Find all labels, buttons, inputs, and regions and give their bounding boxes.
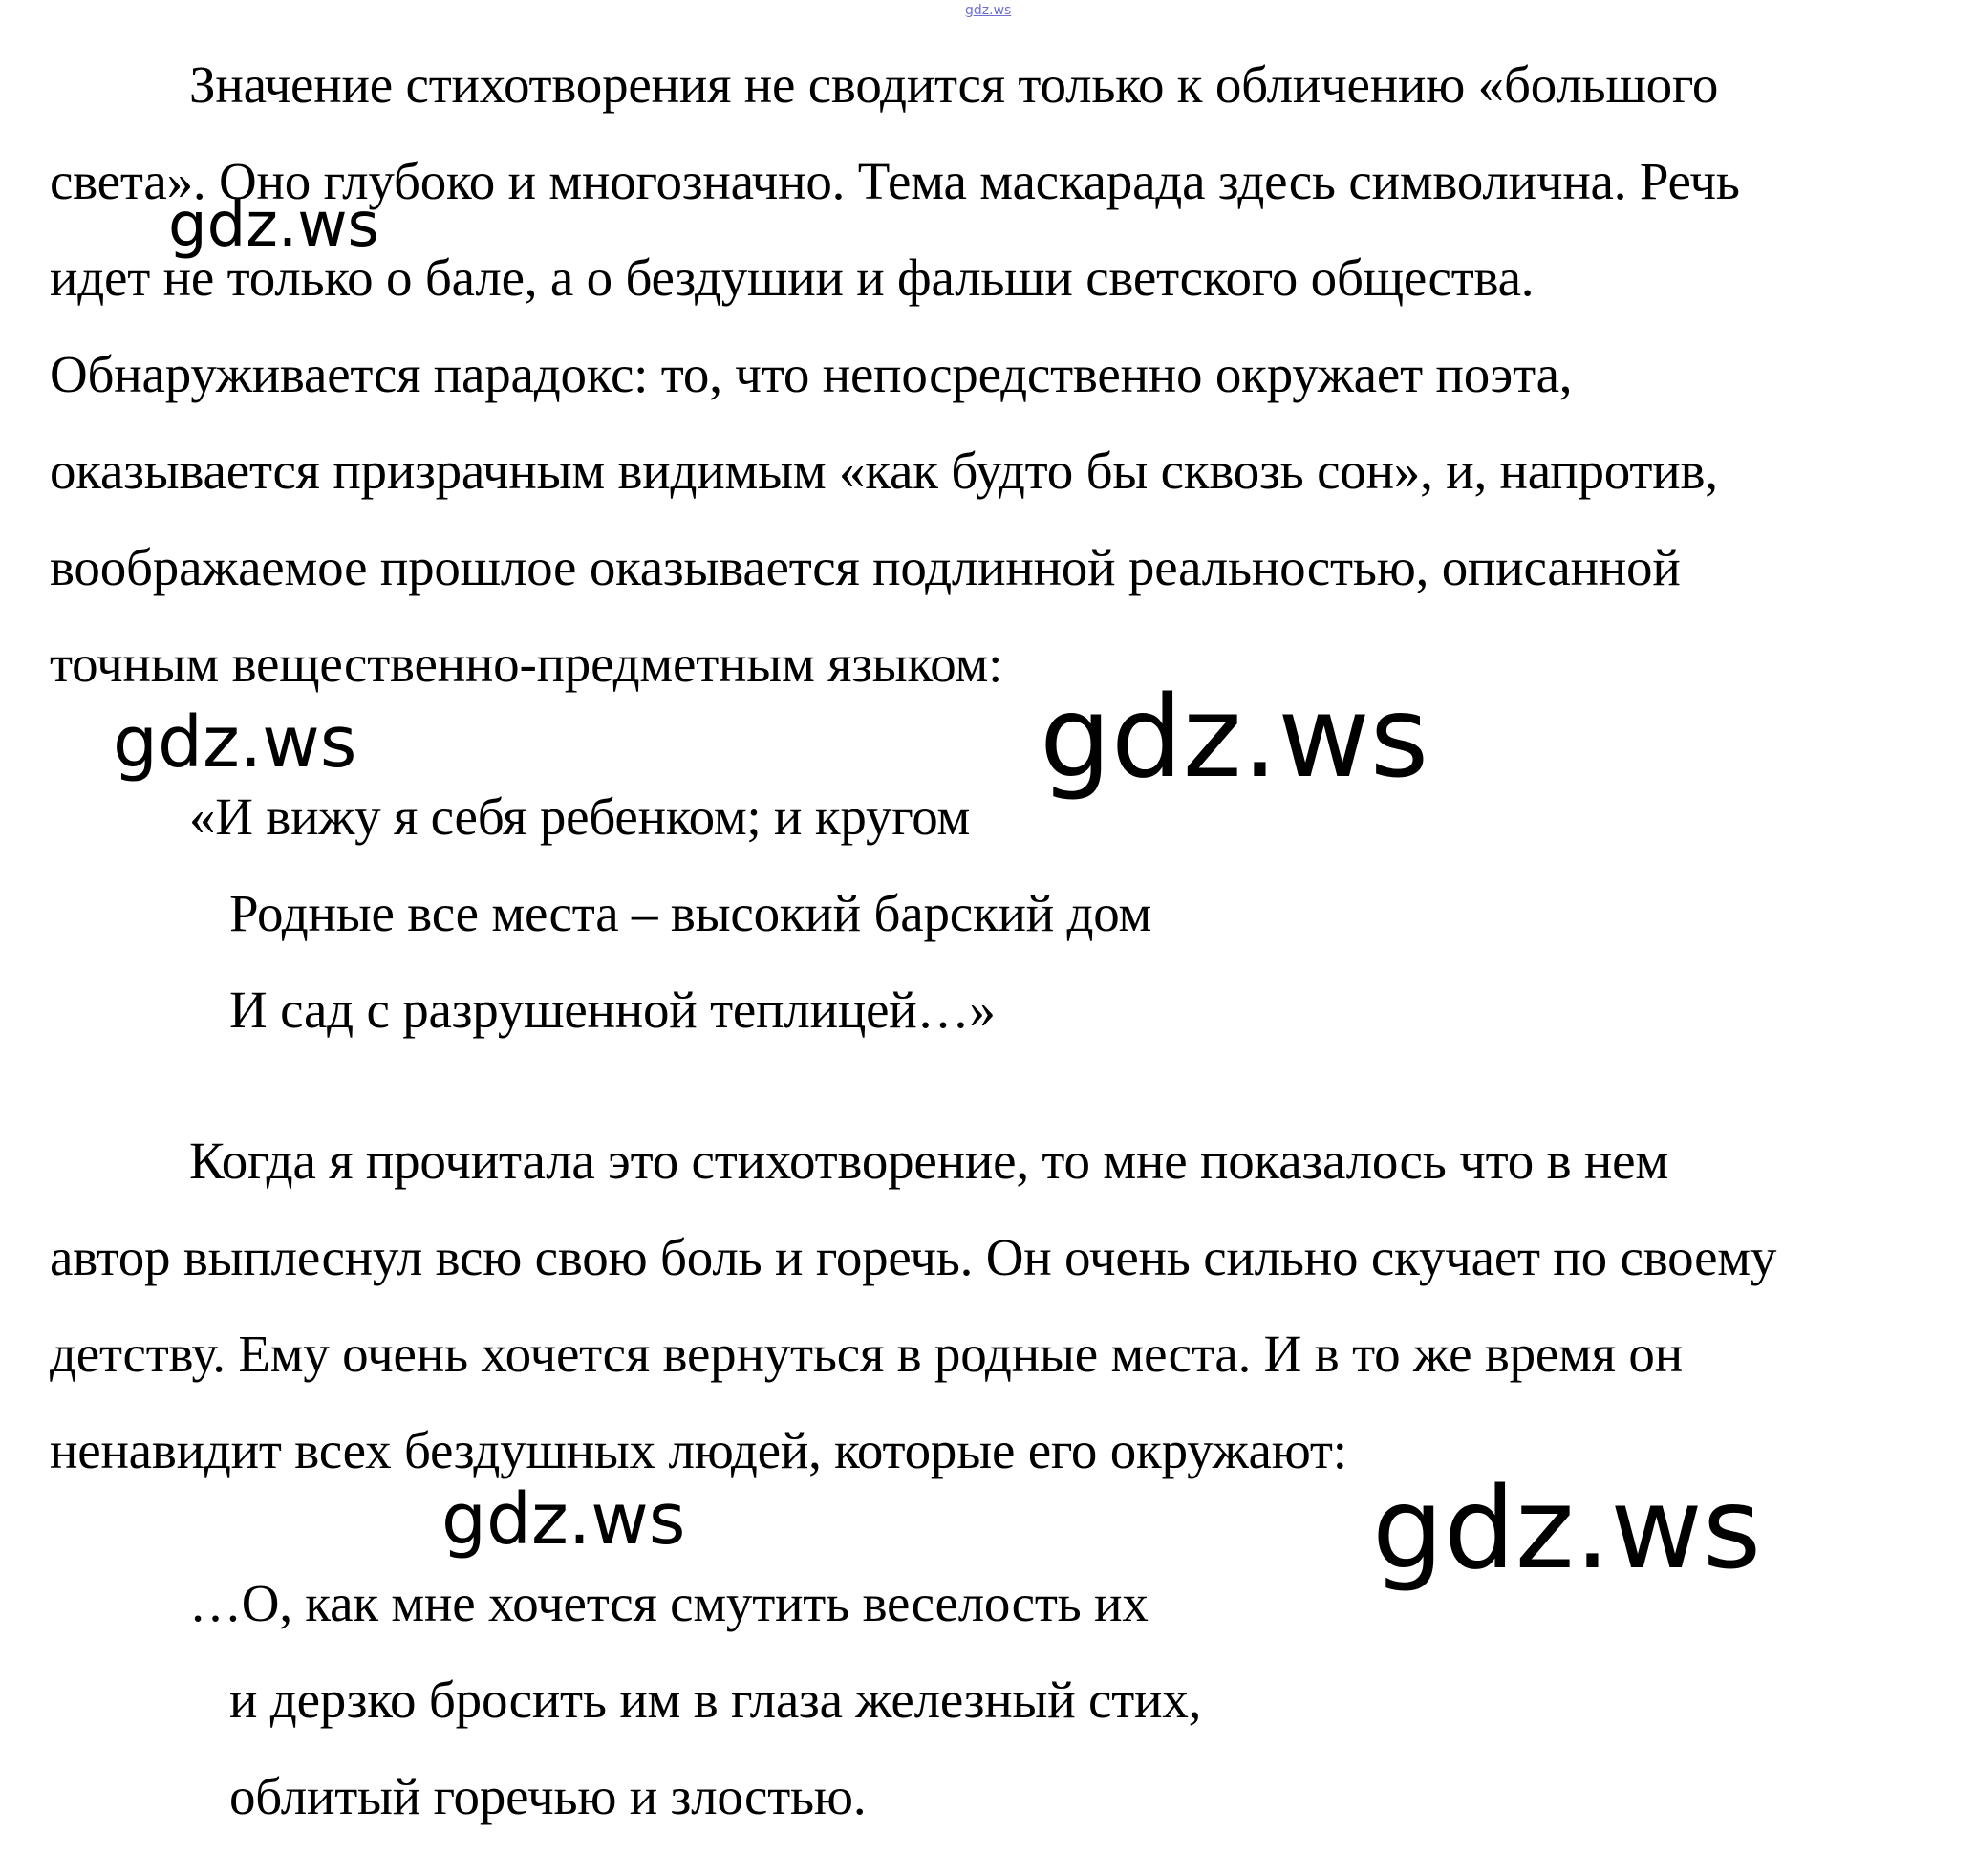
paragraph-1-line: света». Оно глубоко и многозначно. Тема маскарада здесь символична. Речь <box>50 152 1740 210</box>
paragraph-1-line: воображаемое прошлое оказывается подлинной реальностью, описанной <box>50 538 1681 596</box>
watermark: gdz.ws <box>168 190 379 261</box>
paragraph-1-line: Обнаруживается парадокс: то, что непосредственно окружает поэта, <box>50 345 1573 403</box>
watermark: gdz.ws <box>1372 1462 1762 1594</box>
paragraph-2-line: детству. Ему очень хочется вернуться в родные места. И в то же время он <box>50 1325 1683 1383</box>
paragraph-2-line: Когда я прочитала это стихотворение, то мне показалось что в нем <box>189 1132 1668 1190</box>
quote-2-line: и дерзко бросить им в глаза железный стих, <box>229 1671 1202 1729</box>
paragraph-1-line: оказывается призрачным видимым «как будто бы сквозь сон», и, напротив, <box>50 442 1718 500</box>
watermark: gdz.ws <box>1040 671 1429 803</box>
paragraph-1-line: идет не только о бале, а о бездушии и фальши светского общества. <box>50 248 1535 307</box>
watermark-top: gdz.ws <box>965 3 1012 18</box>
paragraph-1-line: точным вещественно-предметным языком: <box>50 635 1003 693</box>
paragraph-2-line: ненавидит всех бездушных людей, которые его окружают: <box>50 1421 1347 1479</box>
paragraph-2-line: автор выплеснул всю свою боль и горечь. Он очень сильно скучает по своему <box>50 1228 1777 1286</box>
quote-1-line: И сад с разрушенной теплицей…» <box>229 981 996 1039</box>
watermark: gdz.ws <box>441 1478 686 1561</box>
watermark: gdz.ws <box>113 701 357 784</box>
quote-1-line: «И вижу я себя ребенком; и кругом <box>189 787 971 846</box>
quote-2-line: облитый горечью и злостью. <box>229 1767 867 1825</box>
quote-1-line: Родные все места – высокий барский дом <box>229 884 1152 942</box>
quote-2-line: …О, как мне хочется смутить веселость их <box>189 1574 1149 1632</box>
paragraph-1-line: Значение стихотворения не сводится только к обличению «большого <box>189 55 1719 114</box>
